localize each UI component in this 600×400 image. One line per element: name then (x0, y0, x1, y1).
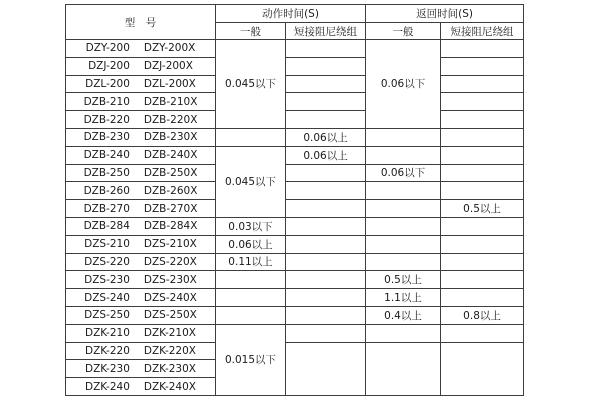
cell-ret_damp (441, 235, 524, 253)
model-cell (66, 93, 216, 111)
table-row (66, 128, 524, 146)
table-row (66, 342, 524, 360)
model-label: DZB-270 (83, 202, 130, 215)
cell-ret_gen (366, 128, 441, 146)
model-cell (66, 253, 216, 271)
model-cell (66, 200, 216, 218)
cell-ret_damp (441, 75, 524, 93)
model-label: DZB-240 (83, 149, 130, 162)
cell-act_gen: 0.045以下 (216, 146, 286, 217)
cell-ret_damp (441, 271, 524, 289)
model-label: DZS-250 (84, 309, 130, 322)
model-cell (66, 289, 216, 307)
cell-act_gen: 0.045以下 (216, 40, 286, 129)
cell-act_damp (286, 182, 366, 200)
cell-ret_damp (441, 342, 524, 395)
model-cell (66, 235, 216, 253)
table-row (66, 40, 524, 58)
cell-act_damp (286, 75, 366, 93)
model-cell (66, 378, 216, 396)
relay-timing-table (65, 4, 524, 396)
model-label: DZK-210 (85, 327, 130, 340)
model-label: DZS-220 (84, 255, 130, 268)
cell-act_gen: 0.015以下 (216, 324, 286, 395)
model-label: DZB-210X (143, 95, 198, 108)
cell-ret_damp (441, 57, 524, 75)
cell-ret_damp (441, 40, 524, 58)
table-row (66, 289, 524, 307)
cell-act_damp (286, 342, 366, 395)
cell-ret_damp (441, 182, 524, 200)
cell-ret_gen: 0.5以上 (366, 271, 441, 289)
cell-ret_damp (441, 164, 524, 182)
model-label: DZB-210 (83, 95, 130, 108)
model-label: DZJ-200X (143, 60, 193, 73)
model-label: DZB-230 (83, 131, 130, 144)
table-row (66, 146, 524, 164)
header-action-general: 一般 (216, 23, 286, 40)
model-label: DZJ-200 (88, 60, 130, 73)
model-cell (66, 57, 216, 75)
model-label: DZB-284X (143, 220, 198, 233)
cell-ret_damp (441, 128, 524, 146)
table-row (66, 75, 524, 93)
model-label: DZB-270X (143, 202, 198, 215)
spec-table-container (65, 4, 524, 396)
cell-ret_gen: 0.06以下 (366, 40, 441, 129)
model-label: DZS-230X (143, 273, 197, 286)
model-label: DZB-284 (83, 220, 130, 233)
spec-table-body (66, 40, 524, 396)
cell-ret_damp (441, 289, 524, 307)
cell-ret_gen: 0.4以上 (366, 306, 441, 324)
cell-act_damp (286, 200, 366, 218)
model-label: DZL-200 (85, 77, 130, 90)
model-cell (66, 271, 216, 289)
cell-act_damp (286, 235, 366, 253)
model-label: DZK-210X (143, 327, 196, 340)
model-cell (66, 342, 216, 360)
model-label: DZK-230X (143, 362, 196, 375)
table-row (66, 253, 524, 271)
cell-act_gen: 0.11以上 (216, 253, 286, 271)
model-label: DZK-240X (143, 380, 196, 393)
cell-ret_gen (366, 253, 441, 271)
cell-ret_gen (366, 200, 441, 218)
header-action-damping: 短接阻尼绕组 (286, 23, 366, 40)
model-label: DZY-200 (85, 42, 130, 55)
cell-ret_damp: 0.5以上 (441, 200, 524, 218)
cell-act_damp (286, 40, 366, 58)
cell-ret_gen (366, 324, 441, 342)
cell-act_gen: 0.06以上 (216, 235, 286, 253)
model-label: DZS-210X (143, 238, 197, 251)
model-label: DZB-220 (83, 113, 130, 126)
model-label: DZB-240X (143, 149, 198, 162)
table-row (66, 57, 524, 75)
table-row (66, 271, 524, 289)
cell-act_damp (286, 164, 366, 182)
model-cell (66, 324, 216, 342)
cell-act_damp (286, 217, 366, 235)
header-model: 型 号 (66, 5, 216, 40)
cell-ret_gen (366, 146, 441, 164)
cell-act_damp (286, 253, 366, 271)
table-row (66, 93, 524, 111)
cell-ret_gen (366, 235, 441, 253)
header-return-general: 一般 (366, 23, 441, 40)
model-label: DZB-260 (83, 184, 130, 197)
cell-ret_damp (441, 93, 524, 111)
header-return-time: 返回时间(S) (366, 5, 524, 23)
cell-ret_damp (441, 324, 524, 342)
model-cell (66, 360, 216, 378)
cell-act_damp (286, 93, 366, 111)
model-label: DZK-220 (85, 344, 130, 357)
model-cell (66, 75, 216, 93)
cell-ret_gen (366, 342, 441, 395)
cell-act_damp (286, 111, 366, 129)
cell-act_gen (216, 271, 286, 289)
table-row (66, 217, 524, 235)
cell-ret_gen (366, 217, 441, 235)
cell-act_damp (286, 271, 366, 289)
model-label: DZS-240X (143, 291, 197, 304)
model-label: DZK-220X (143, 344, 196, 357)
table-row (66, 164, 524, 182)
model-label: DZS-240 (84, 291, 130, 304)
model-label: DZK-240 (85, 380, 130, 393)
model-cell (66, 182, 216, 200)
table-row (66, 306, 524, 324)
model-cell (66, 111, 216, 129)
model-label: DZL-200X (143, 77, 196, 90)
cell-act_damp (286, 306, 366, 324)
model-label: DZK-230 (85, 362, 130, 375)
table-row (66, 111, 524, 129)
cell-act_gen (216, 128, 286, 146)
cell-act_damp: 0.06以上 (286, 128, 366, 146)
cell-ret_damp: 0.8以上 (441, 306, 524, 324)
cell-act_damp (286, 289, 366, 307)
model-cell (66, 306, 216, 324)
cell-ret_gen: 0.06以下 (366, 164, 441, 182)
cell-act_damp (286, 57, 366, 75)
model-label: DZB-230X (143, 131, 198, 144)
cell-act_gen (216, 306, 286, 324)
cell-act_damp: 0.06以上 (286, 146, 366, 164)
model-label: DZB-220X (143, 113, 198, 126)
model-cell (66, 217, 216, 235)
header-action-time: 动作时间(S) (216, 5, 366, 23)
model-label: DZS-210 (84, 238, 130, 251)
table-header (66, 5, 524, 40)
model-cell (66, 40, 216, 58)
model-cell (66, 164, 216, 182)
model-label: DZS-230 (84, 273, 130, 286)
cell-act_damp (286, 324, 366, 342)
table-row (66, 235, 524, 253)
cell-ret_damp (441, 146, 524, 164)
header-return-damping: 短接阻尼绕组 (441, 23, 524, 40)
cell-ret_gen: 1.1以上 (366, 289, 441, 307)
model-label: DZB-250X (143, 166, 198, 179)
model-label: DZS-250X (143, 309, 197, 322)
model-cell (66, 146, 216, 164)
table-row (66, 200, 524, 218)
cell-ret_gen (366, 182, 441, 200)
cell-act_gen (216, 289, 286, 307)
cell-act_gen: 0.03以下 (216, 217, 286, 235)
model-label: DZB-250 (83, 166, 130, 179)
table-row (66, 324, 524, 342)
model-label: DZY-200X (143, 42, 196, 55)
cell-ret_damp (441, 111, 524, 129)
model-cell (66, 128, 216, 146)
header-group-row (66, 5, 524, 23)
table-row (66, 182, 524, 200)
cell-ret_damp (441, 253, 524, 271)
model-label: DZS-220X (143, 255, 197, 268)
model-label: DZB-260X (143, 184, 198, 197)
cell-ret_damp (441, 217, 524, 235)
